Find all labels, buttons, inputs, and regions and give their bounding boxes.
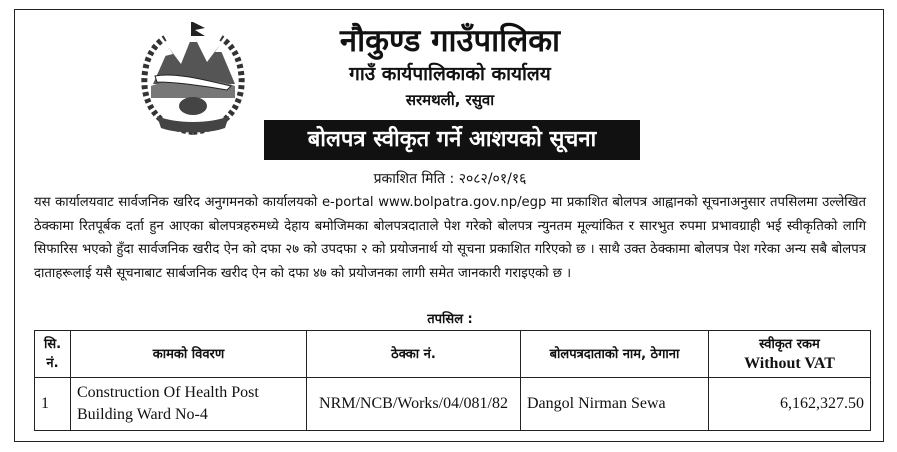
organization-name: नौकुण्ड गाउँपालिका — [339, 23, 561, 59]
notice-title: बोलपत्र स्वीकृत गर्ने आशयको सूचना — [264, 120, 640, 160]
table-header-row — [35, 331, 871, 378]
header-amount-line2: Without VAT — [744, 355, 835, 372]
cell-amount: 6,162,327.50 — [709, 378, 871, 431]
nepal-government-emblem-icon — [135, 20, 251, 138]
header-amount — [709, 331, 871, 378]
cell-serial-number: 1 — [35, 378, 71, 431]
header-contract-number: ठेक्का नं. — [307, 331, 521, 378]
cell-contract-number: NRM/NCB/Works/04/081/82 — [307, 378, 521, 431]
header-serial-number — [35, 331, 71, 378]
schedule-heading: तपसिल : — [427, 312, 473, 327]
header-serial-line1: सि. — [43, 337, 62, 352]
award-table — [34, 330, 871, 431]
office-name: गाउँ कार्यपालिकाको कार्यालय — [349, 63, 551, 85]
header-bidder: बोलपत्रदाताको नाम, ठेगाना — [521, 331, 709, 378]
published-date: प्रकाशित मिति : २०८२/०१/१६ — [373, 171, 527, 187]
cell-description-line2: Building Ward No-4 — [77, 406, 208, 423]
office-address: सरमथली, रसुवा — [405, 91, 495, 109]
cell-description-line1: Construction Of Health Post — [77, 384, 259, 401]
header-serial-line2: नं. — [46, 356, 59, 371]
cell-bidder: Dangol Nirman Sewa — [521, 378, 709, 431]
table-row — [35, 378, 871, 431]
notice-body: यस कार्यालयवाट सार्वजनिक खरिद अनुगमनको कार्यालयको e-portal www.bolpatra.gov.np/egp मा प्रकाशित बोलपत्र आह्वानको सूचनाअनुसार तपसिलमा उल्लेखित ठेक्कामा रितपूर्बक दर्ता हुन आएका बोलपत्रहरुमध्ये देहाय बमोजिमका बोलपत्रदाताले पेश गरेको बोलपत्र न्युनतम मूल्यांकित र सारभुत रुपमा प्रभावग्राही भई स्वीकृतिको लागि सिफारिस भएको हुँदा सार्वजनिक खरीद ऐन को दफा २७ को उपदफा २ को प्रयोजनार्थ यो सूचना प्रकाशित गरिएको छ । साथै उक्त ठेक्कामा बोलपत्र पेश गरेका अन्य सबै बोलपत्र दाताहरूलाई यसै सूचनाबाट सार्बजनिक खरीद ऐन को दफा ४७ को प्रयोजनका लागी समेत जानकारी गराइएको छ । — [34, 195, 866, 281]
header-description: कामको विवरण — [71, 331, 307, 378]
header-amount-line1: स्वीकृत रकम — [759, 337, 820, 352]
cell-description — [71, 378, 307, 431]
